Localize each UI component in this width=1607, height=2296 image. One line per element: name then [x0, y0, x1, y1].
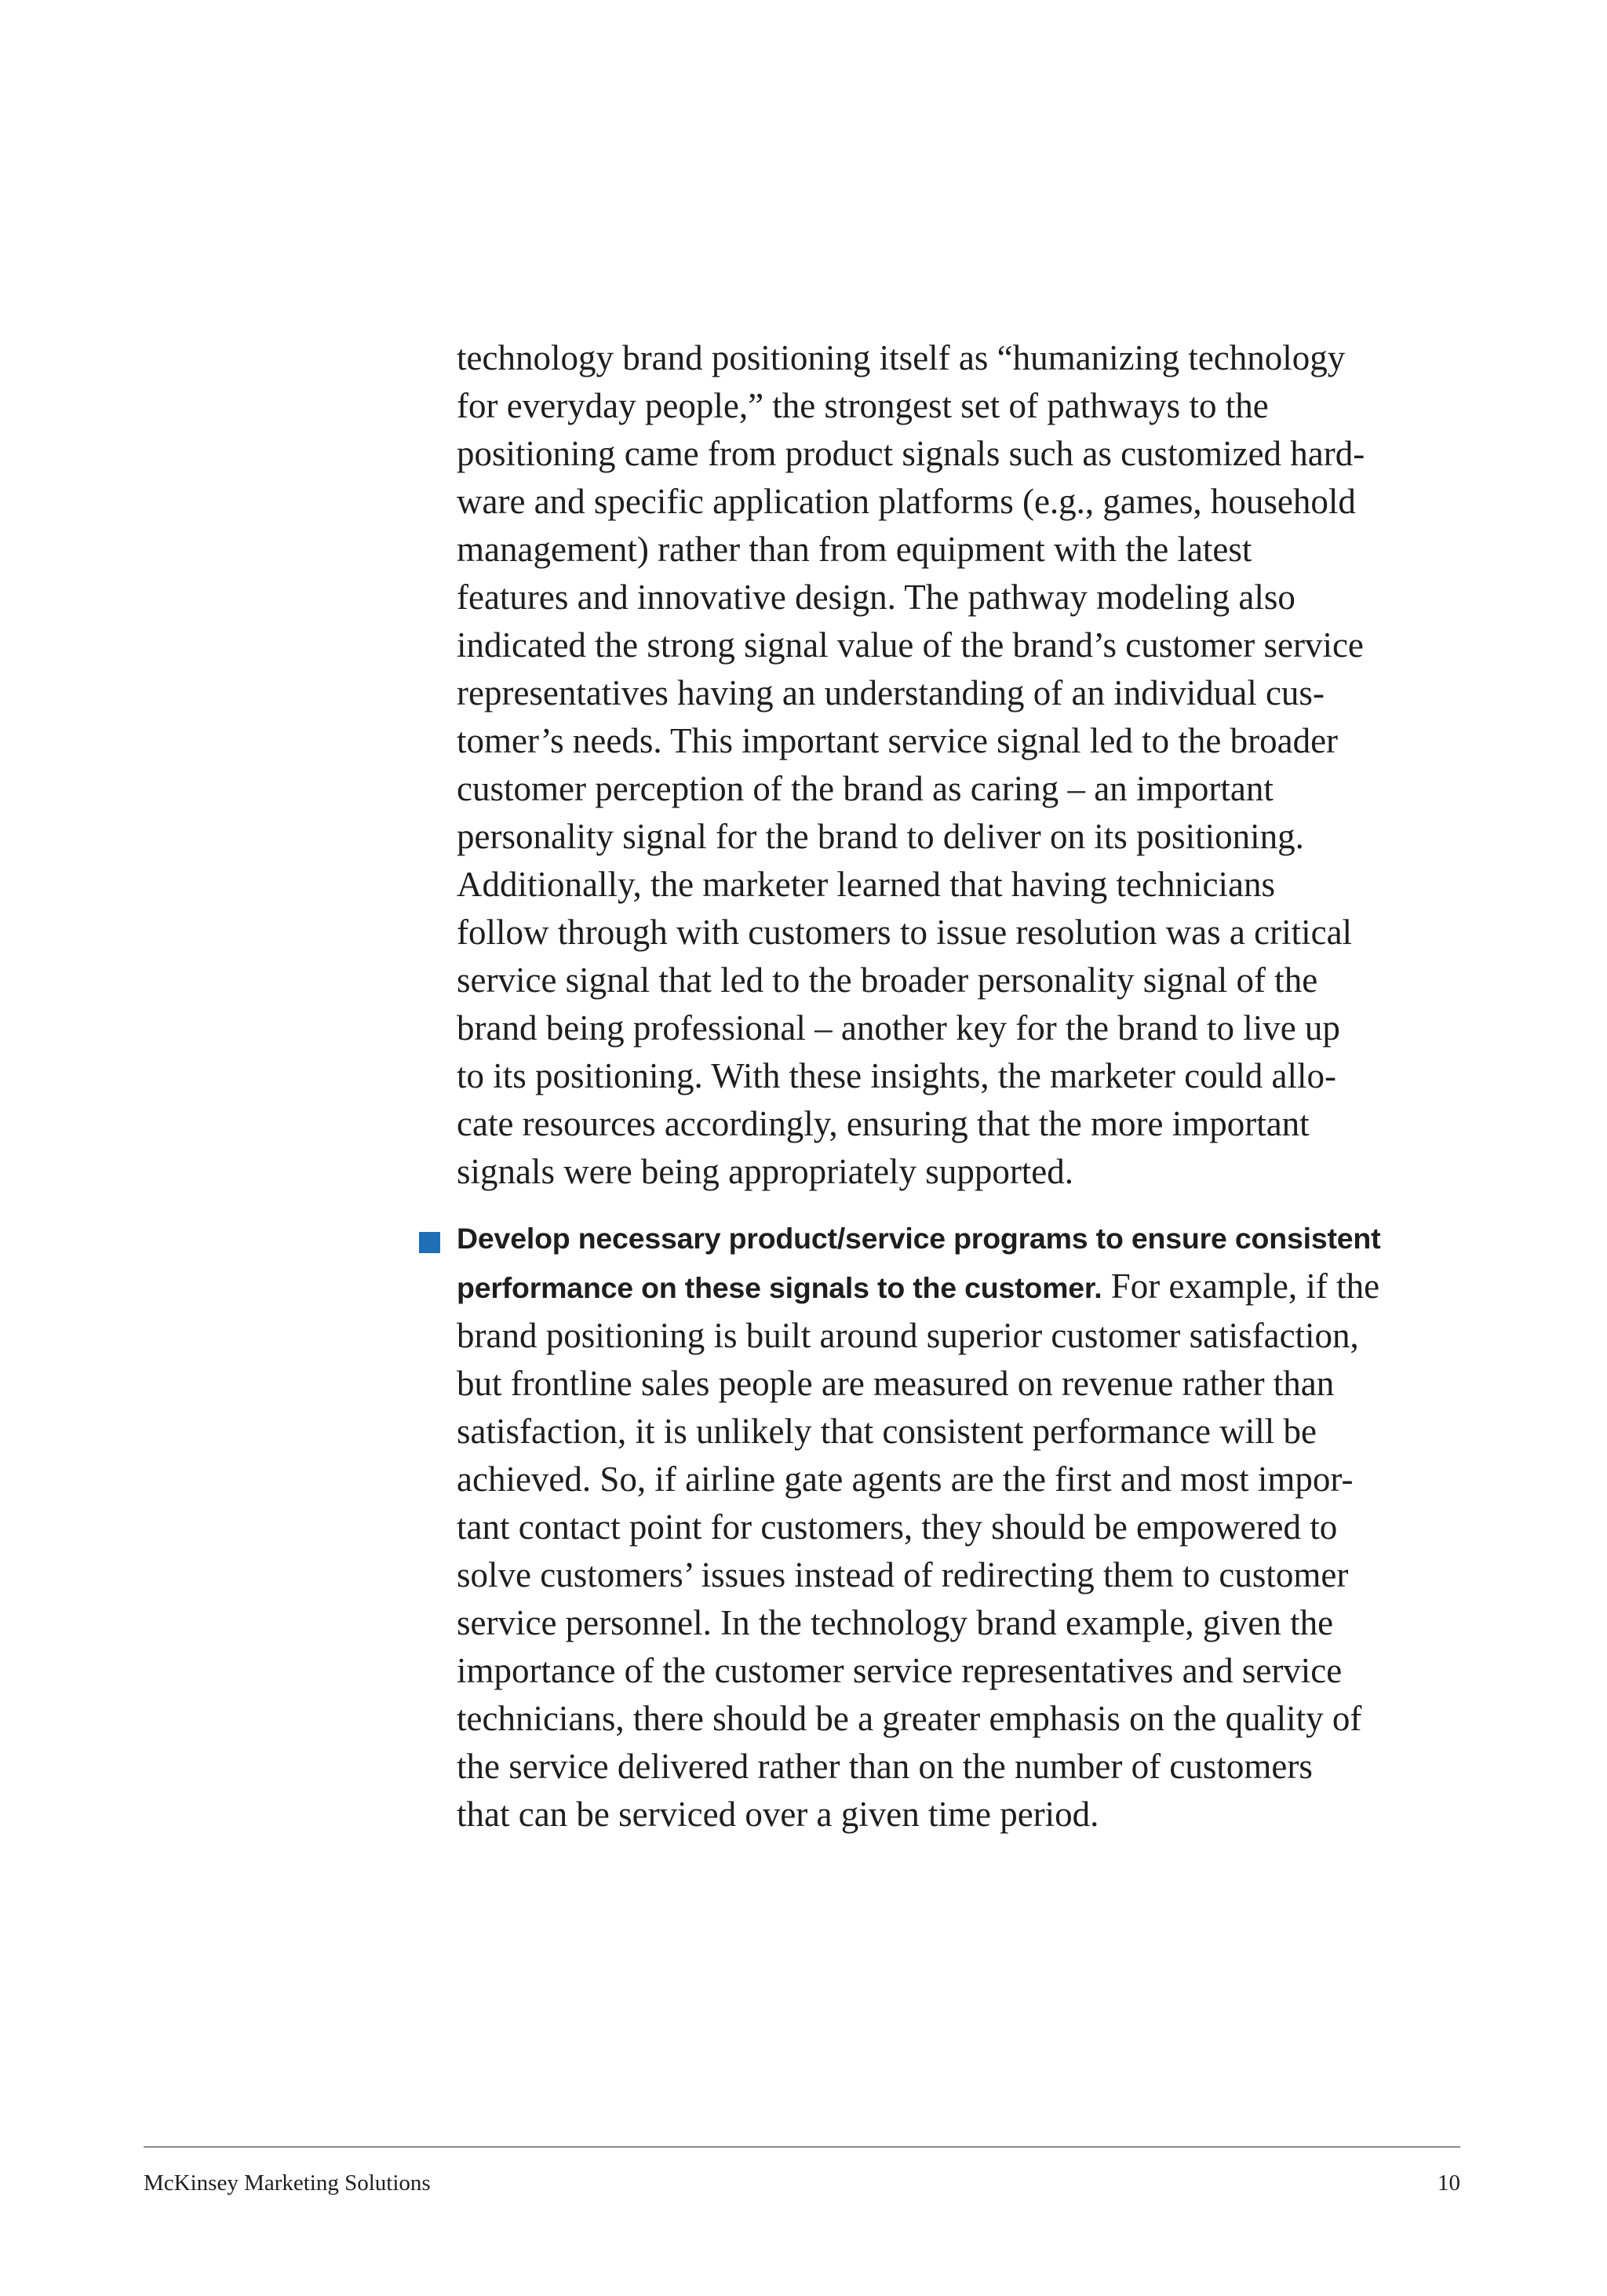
paragraph-line: ware and specific application platforms (e.g., games, household	[457, 482, 1356, 521]
bullet-heading: Develop necessary product/service programs to ensure consistent	[457, 1222, 1381, 1255]
bullet-line: brand positioning is built around superior customer satisfaction,	[457, 1316, 1359, 1355]
paragraph-line: tomer’s needs. This important service signal led to the broader	[457, 721, 1339, 760]
bullet-line: importance of the customer service representatives and service	[457, 1651, 1343, 1690]
paragraph-line: brand being professional – another key for the brand to live up	[457, 1008, 1340, 1048]
paragraph-line: signals were being appropriately supported.	[457, 1152, 1074, 1191]
paragraph-line: cate resources accordingly, ensuring that the more important	[457, 1104, 1310, 1143]
paragraph-line: service signal that led to the broader personality signal of the	[457, 960, 1318, 1000]
page-number: 10	[1438, 2170, 1460, 2196]
paragraph-line: Additionally, the marketer learned that having technicians	[457, 865, 1275, 904]
paragraph-technology-brand	[457, 334, 1469, 1196]
bullet-line: but frontline sales people are measured on revenue rather than	[457, 1364, 1335, 1403]
bullet-line: tant contact point for customers, they should be empowered to	[457, 1507, 1338, 1547]
bullet-line: technicians, there should be a greater emphasis on the quality of	[457, 1699, 1362, 1738]
bullet-text: For example, if the	[1102, 1266, 1380, 1306]
paragraph-line: features and innovative design. The pathway modeling also	[457, 578, 1295, 617]
paragraph-line: technology brand positioning itself as “humanizing technology	[457, 338, 1346, 377]
footer-divider	[144, 2146, 1460, 2148]
bullet-line: the service delivered rather than on the number of customers	[457, 1747, 1313, 1786]
paragraph-line: follow through with customers to issue resolution was a critical	[457, 913, 1353, 952]
paragraph-line: indicated the strong signal value of the brand’s customer service	[457, 625, 1364, 665]
bullet-heading: performance on these signals to the customer.	[457, 1271, 1102, 1304]
paragraph-line: to its positioning. With these insights, the marketer could allo-	[457, 1056, 1336, 1095]
paragraph-line: customer perception of the brand as caring – an important	[457, 769, 1274, 808]
bullet-line: that can be serviced over a given time period.	[457, 1795, 1099, 1834]
paragraph-line: management) rather than from equipment with the latest	[457, 530, 1252, 569]
paragraph-line: personality signal for the brand to deliver on its positioning.	[457, 817, 1304, 856]
bullet-line: achieved. So, if airline gate agents are the first and most impor-	[457, 1460, 1354, 1499]
bullet-line: satisfaction, it is unlikely that consistent performance will be	[457, 1412, 1317, 1451]
paragraph-line: for everyday people,” the strongest set of pathways to the	[457, 386, 1269, 425]
footer-publisher: McKinsey Marketing Solutions	[144, 2170, 431, 2196]
square-bullet-icon	[419, 1232, 440, 1253]
paragraph-line: positioning came from product signals such as customized hard-	[457, 434, 1365, 473]
bullet-line: service personnel. In the technology brand example, given the	[457, 1603, 1334, 1642]
body-text	[457, 334, 1469, 1839]
bullet-item-product-service-programs	[457, 1213, 1469, 1839]
paragraph-line: representatives having an understanding of an individual cus-	[457, 673, 1325, 712]
bullet-line: solve customers’ issues instead of redirecting them to customer	[457, 1555, 1349, 1594]
